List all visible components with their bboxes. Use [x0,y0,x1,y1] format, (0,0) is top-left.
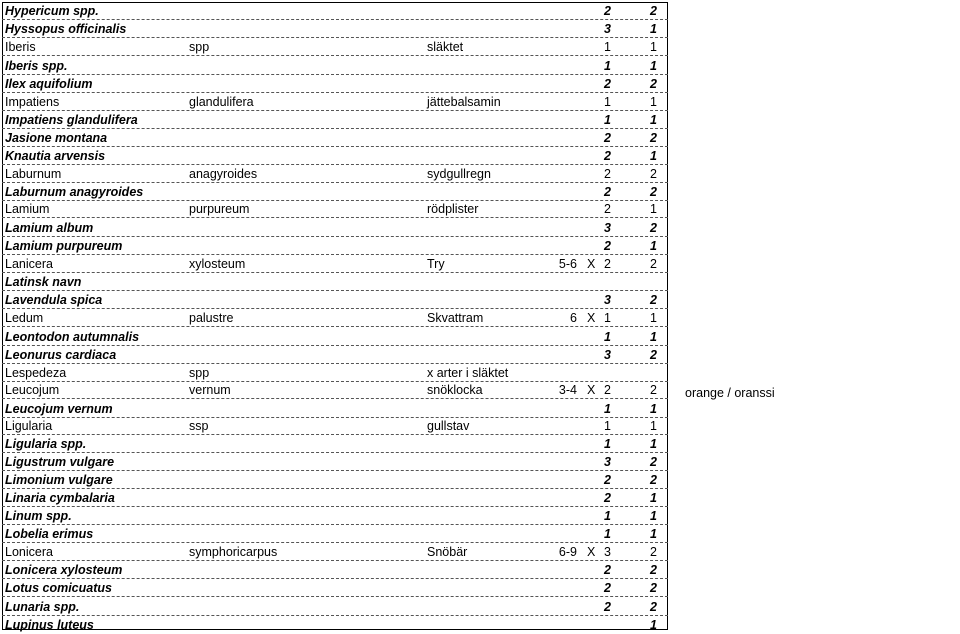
value1-cell: 1 [604,95,611,109]
value1-cell: 3 [604,293,611,307]
table-row [2,561,668,579]
table-row [2,2,668,20]
value2-cell: 2 [650,581,657,595]
genus-cell: Limonium vulgare [5,473,113,487]
height-cell: 3-4 [558,383,577,397]
value2-cell: 2 [650,77,657,91]
common-name-cell: Skvattram [427,311,484,325]
genus-cell: Impatiens [5,95,60,109]
table-row [2,93,668,111]
value1-cell: 1 [604,59,611,73]
table-row [2,616,668,634]
value1-cell: 1 [604,437,611,451]
table-row [2,579,668,597]
genus-cell: Leucojum vernum [5,402,113,416]
mark-cell: X [587,383,596,397]
value1-cell: 1 [604,330,611,344]
table-row [2,237,668,255]
genus-cell: Lobelia erimus [5,527,94,541]
value2-cell: 1 [650,40,657,54]
value1-cell: 2 [604,185,611,199]
genus-cell: Hypericum spp. [5,4,99,18]
value2-cell: 1 [650,311,657,325]
value1-cell: 2 [604,257,611,271]
common-name-cell: Try [427,257,445,271]
genus-cell: Ligularia spp. [5,437,87,451]
value1-cell: 3 [604,545,611,559]
value1-cell: 2 [604,4,611,18]
genus-cell: Iberis spp. [5,59,68,73]
species-cell: xylosteum [189,257,246,271]
value2-cell: 2 [650,563,657,577]
value1-cell: 3 [604,221,611,235]
value2-cell: 1 [650,419,657,433]
value1-cell: 2 [604,239,611,253]
value2-cell: 1 [650,95,657,109]
species-cell: palustre [189,311,234,325]
table-row [2,291,668,309]
table-row [2,346,668,364]
value1-cell: 2 [604,149,611,163]
genus-cell: Impatiens glandulifera [5,113,138,127]
value2-cell: 2 [650,293,657,307]
value1-cell: 2 [604,581,611,595]
species-cell: anagyroides [189,167,258,181]
value2-cell: 2 [650,257,657,271]
common-name-cell: snöklocka [427,383,483,397]
table-row [2,200,668,218]
value1-cell: 2 [604,167,611,181]
table-row [2,111,668,129]
common-name-cell: släktet [427,40,464,54]
value2-cell: 2 [650,131,657,145]
value2-cell: 1 [650,113,657,127]
table-row [2,543,668,561]
value2-cell: 1 [650,491,657,505]
table-row [2,57,668,75]
table-row [2,309,668,327]
common-name-cell: x arter i släktet [427,366,509,380]
genus-cell: Latinsk navn [5,275,82,289]
genus-cell: Ligustrum vulgare [5,455,115,469]
table-row [2,38,668,56]
table-row [2,453,668,471]
value1-cell: 3 [604,22,611,36]
table-row [2,183,668,201]
genus-cell: Ligularia [5,419,53,433]
table-row [2,471,668,489]
genus-cell: Lupinus luteus [5,618,94,632]
value1-cell: 2 [604,600,611,614]
value1-cell: 1 [604,419,611,433]
table-row [2,364,668,382]
species-cell: glandulifera [189,95,254,109]
value1-cell: 3 [604,348,611,362]
table-row [2,75,668,93]
genus-cell: Lamium album [5,221,94,235]
value1-cell: 2 [604,473,611,487]
genus-cell: Hyssopus officinalis [5,22,127,36]
table-row [2,20,668,38]
value1-cell: 2 [604,202,611,216]
genus-cell: Lespedeza [5,366,67,380]
height-cell: 6-9 [558,545,577,559]
value1-cell: 2 [604,77,611,91]
value2-cell: 2 [650,185,657,199]
common-name-cell: Snöbär [427,545,468,559]
value1-cell: 1 [604,402,611,416]
height-cell: 5-6 [558,257,577,271]
value1-cell: 1 [604,311,611,325]
genus-cell: Lamium purpureum [5,239,123,253]
genus-cell: Lamium [5,202,50,216]
value2-cell: 2 [650,473,657,487]
genus-cell: Ledum [5,311,44,325]
value1-cell: 2 [604,491,611,505]
value2-cell: 1 [650,149,657,163]
species-cell: spp [189,366,210,380]
value2-cell: 2 [650,383,657,397]
genus-cell: Lunaria spp. [5,600,80,614]
table-row [2,400,668,418]
table-row [2,381,775,400]
table-row [2,165,668,183]
value1-cell: 1 [604,509,611,523]
table-row [2,219,668,237]
value2-cell: 2 [650,167,657,181]
value1-cell: 1 [604,113,611,127]
value2-cell: 1 [650,330,657,344]
value2-cell: 1 [650,527,657,541]
value2-cell: 1 [650,59,657,73]
genus-cell: Lotus comicuatus [5,581,112,595]
species-cell: symphoricarpus [189,545,278,559]
table-row [2,417,668,435]
genus-cell: Ilex aquifolium [5,77,93,91]
genus-cell: Jasione montana [5,131,108,145]
genus-cell: Leucojum [5,383,60,397]
genus-cell: Lavendula spica [5,293,103,307]
species-cell: spp [189,40,210,54]
species-cell: purpureum [189,202,250,216]
height-cell: 6 [570,311,577,325]
genus-cell: Lonicera xylosteum [5,563,123,577]
genus-cell: Lanicera [5,257,53,271]
value2-cell: 1 [650,22,657,36]
note-cell: orange / oranssi [685,386,775,400]
genus-cell: Iberis [5,40,36,54]
value2-cell: 1 [650,402,657,416]
genus-cell: Linaria cymbalaria [5,491,115,505]
table-row [2,489,668,507]
value2-cell: 2 [650,348,657,362]
table-row [2,255,668,273]
species-cell: ssp [189,419,209,433]
table-row [2,129,668,147]
genus-cell: Lonicera [5,545,53,559]
table-row [2,598,668,616]
genus-cell: Laburnum anagyroides [5,185,144,199]
value1-cell: 1 [604,527,611,541]
genus-cell: Laburnum [5,167,62,181]
mark-cell: X [587,257,596,271]
value1-cell: 2 [604,563,611,577]
table-row [2,328,668,346]
value1-cell: 1 [604,40,611,54]
value2-cell: 2 [650,600,657,614]
table-row [2,507,668,525]
mark-cell: X [587,545,596,559]
value2-cell: 2 [650,221,657,235]
genus-cell: Linum spp. [5,509,72,523]
value2-cell: 2 [650,545,657,559]
table-row [2,273,668,291]
value2-cell: 1 [650,618,657,632]
value1-cell: 2 [604,131,611,145]
mark-cell: X [587,311,596,325]
value2-cell: 2 [650,455,657,469]
species-cell: vernum [189,383,231,397]
common-name-cell: gullstav [427,419,470,433]
genus-cell: Knautia arvensis [5,149,106,163]
value2-cell: 1 [650,202,657,216]
value1-cell: 2 [604,383,611,397]
value2-cell: 1 [650,509,657,523]
common-name-cell: jättebalsamin [427,95,501,109]
common-name-cell: sydgullregn [427,167,491,181]
genus-cell: Leontodon autumnalis [5,330,140,344]
table-row [2,525,668,543]
value2-cell: 1 [650,437,657,451]
value2-cell: 1 [650,239,657,253]
genus-cell: Leonurus cardiaca [5,348,117,362]
value1-cell: 3 [604,455,611,469]
table-row [2,147,668,165]
common-name-cell: rödplister [427,202,479,216]
table-row [2,435,668,453]
value2-cell: 2 [650,4,657,18]
